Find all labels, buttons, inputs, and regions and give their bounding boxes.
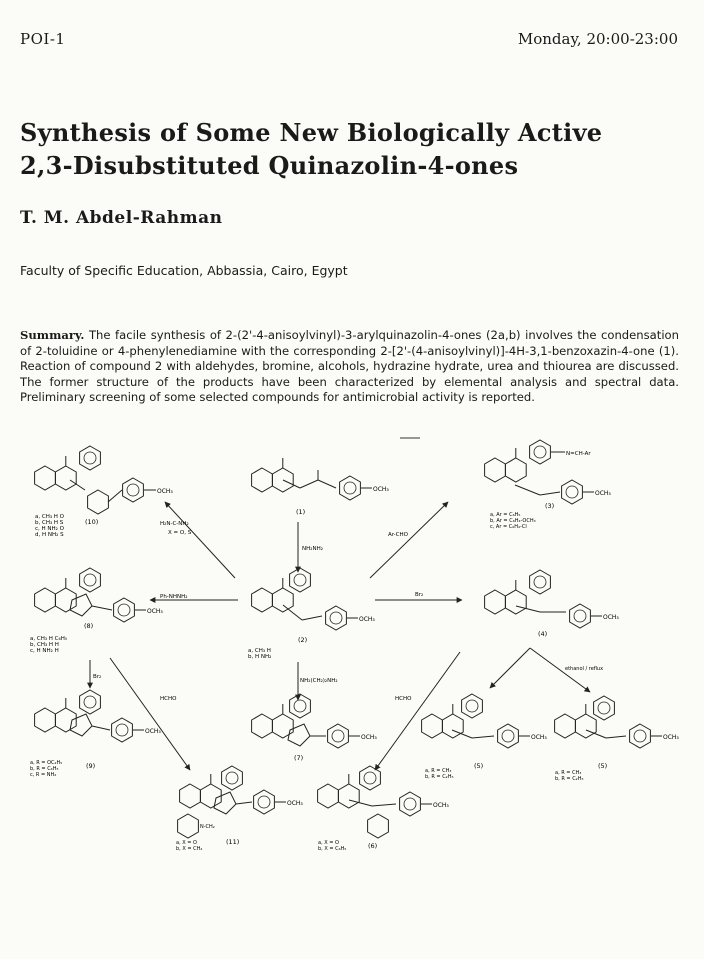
svg-text:NH₂NH₂: NH₂NH₂ [302,546,323,552]
svg-text:(7): (7) [294,754,304,762]
compound-2 [248,568,375,660]
summary-label: Summary. [20,328,85,342]
svg-text:(2): (2) [298,636,308,644]
svg-text:a, X = O: a, X = O [318,840,339,846]
svg-text:a, R = CH₃: a, R = CH₃ [555,770,582,776]
svg-text:OCH₃: OCH₃ [531,734,547,741]
svg-text:(6): (6) [368,842,378,850]
svg-text:b, R = C₂H₅: b, R = C₂H₅ [425,774,454,780]
svg-text:(3): (3) [545,502,555,510]
svg-text:a, X = O: a, X = O [176,840,197,846]
title-line-1: Synthesis of Some New Biologically Active [20,118,603,147]
svg-text:N-CH₂: N-CH₂ [200,824,215,830]
svg-text:(5): (5) [474,762,484,770]
svg-text:HCHO: HCHO [395,696,412,702]
affiliation: Faculty of Specific Education, Abbassia, Cairo, Egypt [20,263,348,278]
svg-text:Ar-CHO: Ar-CHO [388,532,408,538]
svg-text:OCH₃: OCH₃ [373,486,389,493]
compound-1 [252,458,390,516]
svg-text:Br₂: Br₂ [415,592,424,598]
svg-text:OCH₃: OCH₃ [663,734,679,741]
compound-10 [35,446,174,538]
paper-title [20,116,660,182]
compound-7 [252,694,378,762]
svg-text:N=CH-Ar: N=CH-Ar [566,451,591,457]
svg-text:NH₂(CH₂)₂NH₂: NH₂(CH₂)₂NH₂ [300,678,338,684]
svg-text:c, Ar = C₆H₄-Cl: c, Ar = C₆H₄-Cl [490,524,527,530]
summary-text: The facile synthesis of 2-(2'-4-anisoylvinyl)-3-arylquinazolin-4-ones (2a,b) involves the condensation of 2-toluidine or 4-phenylenediamine with the corresponding 2-[2'-(4-anisoylvinyl)]-4H-3,1-benzoxazin-4-one (1). Reaction of compound 2 with aldehydes, bromine, alcohols, hydrazine hydrate, urea and thiourea are discussed. The former structure of the products have been characterized by elemental analysis and spectral data. Preliminary screening of some selected compounds for antimicrobial activity is reported. [20,328,679,405]
svg-text:b, X = CH₂: b, X = CH₂ [176,846,203,852]
svg-text:OCH₃: OCH₃ [595,490,611,497]
poster-code: POI-1 [20,30,66,48]
svg-text:a, Ar = C₆H₅: a, Ar = C₆H₅ [490,512,521,518]
svg-text:(1): (1) [296,508,306,516]
svg-text:OCH₃: OCH₃ [145,728,161,735]
svg-text:(11): (11) [226,838,240,846]
svg-text:OCH₃: OCH₃ [433,802,449,809]
svg-text:b, R = C₆H₅: b, R = C₆H₅ [30,766,59,772]
svg-text:c, H NH₂ H: c, H NH₂ H [30,648,59,654]
svg-text:a, R = OC₂H₅: a, R = OC₂H₅ [30,760,63,766]
svg-text:(4): (4) [538,630,548,638]
svg-text:c, H NH₂ O: c, H NH₂ O [35,526,64,532]
svg-text:(8): (8) [84,622,94,630]
svg-text:b, Ar = C₆H₄-OCH₃: b, Ar = C₆H₄-OCH₃ [490,518,536,524]
reaction-arrows [90,502,590,770]
svg-text:(10): (10) [85,518,99,526]
compound-8 [30,568,163,654]
svg-text:d, H NH₂ S: d, H NH₂ S [35,532,64,538]
author: T. M. Abdel-Rahman [20,208,223,228]
svg-text:c, R = NH₂: c, R = NH₂ [30,772,57,778]
compound-3 [485,440,612,530]
svg-text:b, H NH₂: b, H NH₂ [248,654,272,660]
svg-text:a, R = CH₃: a, R = CH₃ [425,768,452,774]
compound-5b [555,696,680,782]
svg-text:a, CH₃ H: a, CH₃ H [248,648,271,654]
svg-text:OCH₃: OCH₃ [147,608,163,615]
compound-4 [485,570,620,638]
svg-text:OCH₃: OCH₃ [157,488,173,495]
svg-text:a, CH₃ H C₆H₅: a, CH₃ H C₆H₅ [30,636,68,642]
svg-text:HCHO: HCHO [160,696,177,702]
svg-text:(5): (5) [598,762,608,770]
svg-text:a, CH₃ H O: a, CH₃ H O [35,514,65,520]
compound-5a [422,694,548,780]
reaction-scheme [0,430,704,870]
reagent-labels [93,521,603,702]
svg-text:b, CH₃ H H: b, CH₃ H H [30,642,59,648]
svg-text:OCH₃: OCH₃ [359,616,375,623]
svg-text:Ph-NHNH₂: Ph-NHNH₂ [160,594,188,600]
svg-text:b, CH₃ H S: b, CH₃ H S [35,520,64,526]
svg-text:H₂N-C-NH₂: H₂N-C-NH₂ [160,521,189,527]
svg-text:X = O, S: X = O, S [168,530,192,536]
session-time: Monday, 20:00-23:00 [517,30,678,48]
svg-text:(9): (9) [86,762,96,770]
svg-text:OCH₃: OCH₃ [361,734,377,741]
svg-text:OCH₃: OCH₃ [287,800,303,807]
svg-text:OCH₃: OCH₃ [603,614,619,621]
title-line-2: 2,3-Disubstituted Quinazolin-4-ones [20,151,519,180]
svg-text:b, R = C₂H₅: b, R = C₂H₅ [555,776,584,782]
svg-text:ethanol / reflux: ethanol / reflux [565,666,604,672]
svg-text:Br₂: Br₂ [93,674,102,680]
summary [20,328,679,406]
compound-11 [176,766,303,852]
svg-text:b, X = C₆H₅: b, X = C₆H₅ [318,846,347,852]
